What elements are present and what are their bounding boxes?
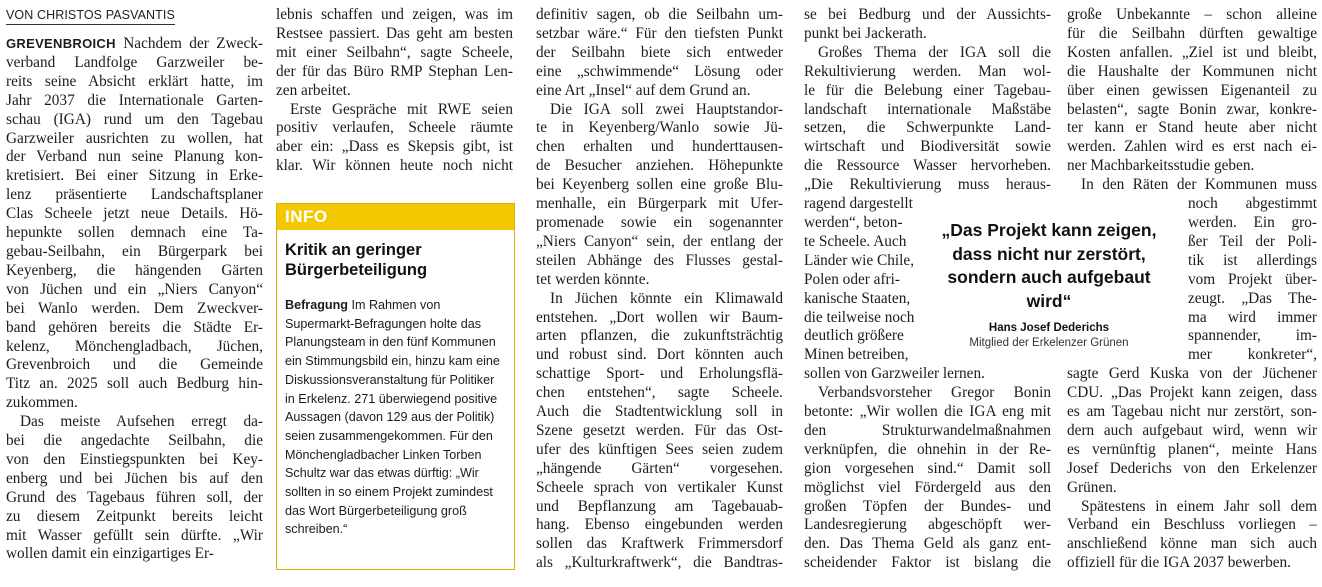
article-line: punkt bei Jackerath. — [804, 24, 927, 42]
quote-text: „Das Projekt kann zeigen, dass nicht nur zerstört, sondern auch aufgebaut wird“ — [941, 220, 1157, 311]
article-line: ter kann er Stand heute aber nicht — [1067, 119, 1317, 137]
article-line: chen entstehen“, sagte Scheele. — [536, 384, 783, 402]
article-line: lenz präsentierte Landschaftsplaner — [6, 186, 263, 204]
article-line: arten pflanzen, die zukunftsträchtig — [536, 327, 783, 345]
article-line: Auch die Stadtentwicklung soll in — [536, 403, 783, 421]
article-line: die Ressource Wasser hervorheben. — [804, 157, 1051, 175]
article-line: eine Art „Insel“ auf dem Grund an. — [536, 81, 751, 99]
article-column-3 — [536, 6, 783, 573]
article-line: In den Räten der Kommunen muss — [1081, 176, 1317, 194]
article-line: steilen Abhänge des Flusses gestal- — [536, 251, 783, 269]
article-line: anschließend könne man sich auch — [1067, 535, 1317, 553]
article-line: gion vorgesehen sind.“ Damit soll — [804, 459, 1051, 477]
article-line: Titz an. 2025 soll auch Bedburg hin- — [6, 375, 263, 393]
article-line: Das meiste Aufsehen erregt da- — [20, 413, 263, 431]
article-line: Szene gesetzt werden. Für das Ost- — [536, 421, 783, 439]
article-line: spannender, im- — [1188, 327, 1317, 345]
article-line: kretisiert. Bei einer Sitzung in Erke- — [6, 167, 263, 185]
article-line: große Unbekannte – schon alleine — [1067, 6, 1317, 23]
article-line: Keyenberg, die hängenden Gärten — [6, 261, 263, 279]
article-line: Josef Dederichs von den Erkelenzer — [1067, 459, 1317, 477]
article-line: te in Keyenberg/Wanlo sowie Jü- — [536, 119, 783, 137]
article-line: entstehen. „Dort wollen wir Baum- — [536, 308, 783, 326]
article-line: Rekultivierung werden. Man wol- — [804, 62, 1051, 80]
quote-author: Hans Josef Dederichs — [988, 322, 1110, 334]
article-line: „Niers Canyon“ sein, der entlang der — [536, 232, 783, 250]
article-line: Die IGA soll zwei Hauptstandor- — [550, 100, 783, 118]
article-line: von Jüchen und ein „Niers Canyon“ — [6, 280, 263, 298]
article-line: Clas Scheele jetzt neue Details. Hö- — [6, 205, 263, 223]
dateline: GREVENBROICH — [6, 36, 116, 51]
article-line: ßer Teil der Poli- — [1188, 232, 1317, 250]
article-line: te Scheele. Auch — [804, 232, 907, 250]
article-line: Verbandsvorsteher Gregor Bonin — [818, 384, 1051, 402]
article-line: schau (IGA) rund um den Tagebau — [6, 110, 263, 128]
article-line: kelenz, Mönchengladbach, Jüchen, — [6, 337, 263, 355]
article-line: noch abgestimmt — [1188, 195, 1317, 213]
article-line: aber ein: „Dass es Skepsis gibt, ist — [276, 138, 513, 156]
article-line: wirtschaft und Biodiversität sowie — [804, 138, 1051, 156]
article-line: schattige Sport- und Erholungsflä- — [536, 365, 783, 383]
quote-role: Mitglied der Erkelenzer Grünen — [969, 337, 1129, 349]
article-line: vom Projekt über- — [1188, 270, 1317, 288]
article-line: ragend dargestellt — [804, 195, 913, 213]
article-line: dern auch aufgebaut wird, wenn wir — [1067, 421, 1317, 439]
article-line: kanische Staaten, — [804, 289, 911, 307]
article-line: werden. Zahlen wird es erst nach ei- — [1067, 138, 1317, 156]
article-line: werden. Ein gro- — [1188, 213, 1317, 231]
article-line: mer konkreter“, — [1188, 346, 1317, 364]
article-line: es vernünftig planen“, meinte Hans — [1067, 440, 1317, 458]
article-line: eine „schwimmende“ Lösung oder — [536, 62, 783, 80]
article-line: klar. Wir können heute noch nicht — [276, 157, 513, 175]
article-line: lebnis schaffen und zeigen, was im — [276, 6, 513, 23]
article-line: über einen gewissen Eigenanteil zu — [1067, 81, 1317, 99]
article-line: se bei Bedburg und der Aussichts- — [804, 6, 1051, 23]
article-line: Garzweiler ausrichten zu wollen, hat — [6, 129, 263, 147]
article-line: belasten“, sagte Bonin zwar, konkre- — [1067, 100, 1317, 118]
article-line: menhalle, ein Bürgerpark mit Ufer- — [536, 195, 783, 213]
article-line: landschaft internationale Maßstäbe — [804, 100, 1051, 118]
article-line: mit Wasser gefüllt sein dürfte. „Wir — [6, 526, 263, 544]
article-line: Restsee passiert. Das geht am besten — [276, 24, 513, 42]
article-line: der Seilbahn biete sich entweder — [536, 43, 783, 61]
article-line: die Haushalte der Kommunen nicht — [1067, 62, 1317, 80]
article-line: hang. Ebenso eingebunden werden — [536, 516, 783, 534]
article-line: CDU. „Das Projekt kann zeigen, dass — [1067, 384, 1317, 402]
article-line: als „Kulturkraftwerk“, die Bandtras- — [536, 554, 783, 572]
article-line: mit einer Seilbahn“, sagte Scheele, — [276, 43, 513, 61]
article-column-5 — [1067, 6, 1317, 573]
article-line: setzen, die Schwerpunkte Land- — [804, 119, 1051, 137]
article-line: Grund des Tagebaus führen soll, der — [6, 488, 263, 506]
article-line: verband Landfolge Garzweiler be- — [6, 53, 263, 71]
article-line: bei Keyenberg sollen eine große Blu- — [536, 176, 783, 194]
info-title: Kritik an geringer Bürgerbeteiligung — [285, 241, 428, 279]
article-line: und robust sind. Dort könnten auch — [536, 346, 783, 364]
article-line: sagte Gerd Kuska von der Jüchener — [1067, 365, 1317, 383]
article-line: den Strukturwandelmaßnahmen — [804, 421, 1051, 439]
article-line: sollen das Kraftwerk Frimmersdorf — [536, 535, 783, 553]
info-label: INFO — [277, 204, 514, 230]
article-line: sollen von Garzweiler lernen. — [804, 365, 985, 383]
byline: VON CHRISTOS PASVANTIS — [6, 8, 175, 25]
article-line: zu diesem Zeitpunkt bereits leicht — [6, 507, 263, 525]
article-line: Großes Thema der IGA soll die — [818, 43, 1051, 61]
article-line: Spätestens in einem Jahr soll dem — [1081, 497, 1317, 515]
article-line: verknüpfen, die ohnehin in der Re- — [804, 440, 1051, 458]
article-line: wollen damit ein einzigartiges Er- — [6, 545, 214, 563]
article-line: es am Tagebau nicht nur zerstört, son- — [1067, 403, 1317, 421]
article-line: von den Einstiegspunkten bei Key- — [6, 450, 263, 468]
article-line: Minen betreiben, — [804, 346, 909, 364]
article-line: tik ist allerdings — [1188, 251, 1317, 269]
article-line: deutlich größere — [804, 327, 904, 345]
article-text — [6, 54, 263, 564]
article-line: ufer des künftigen Sees seien zudem — [536, 440, 783, 458]
info-body: Befragung Im Rahmen von Supermarkt-Befragungen holte das Planungsteam in den fünf Kommunen ein Stimmungsbild ein, hinzu kam eine Diskussionsveranstaltung für Politiker in Erkelenz. 271 überwiegend positive Aussagen (davon 129 aus der Politik) seien zusammengekommen. Für den Mönchengladbacher Linken Torben Schultz war das etwas dürftig: „Wir sollten in so einem Projekt zumindest das Wort Bürgerbeteiligung groß schreiben.“ — [285, 298, 500, 537]
article-column-1 — [6, 6, 263, 564]
article-line: und Bepflanzung am Tagebauab- — [536, 497, 783, 515]
article-line: promenade sowie ein sogenannter — [536, 213, 783, 231]
article-line: Scheele sprach von vertikaler Kunst — [536, 478, 783, 496]
info-box — [276, 203, 515, 570]
article-line: werden“, beton- — [804, 213, 903, 231]
article-line: chen erhalten und hunderttausen- — [536, 138, 783, 156]
article-line: Polen oder afri- — [804, 270, 900, 288]
article-column-2 — [276, 6, 513, 176]
article-line: der für das Büro RMP Stephan Len- — [276, 62, 513, 80]
article-line: zeugt. „Das The- — [1188, 289, 1317, 307]
article-line: zen arbeitet. — [276, 81, 351, 99]
article-line: setzbar wäre.“ Für den tiefsten Punkt — [536, 24, 783, 42]
article-line: Grünen. — [1067, 478, 1117, 496]
article-line: le für die Belebung einer Tagebau- — [804, 81, 1051, 99]
article-line: offiziell für die IGA 2037 bewerben. — [1067, 554, 1292, 572]
article-line: ner Machbarkeitsstudie geben. — [1067, 157, 1255, 175]
info-lead: Befragung — [285, 298, 348, 312]
article-line: Verband ein Beschluss vorliegen – — [1067, 516, 1317, 534]
article-line: „hängende Gärten“ vorgesehen. — [536, 459, 783, 477]
article-line: den. Das Thema Geld als ganz ent- — [804, 535, 1051, 553]
article-line: band gehören bereits die Städte Er- — [6, 318, 263, 336]
article-line: tet werden könnte. — [536, 270, 650, 288]
article-line: reits seine Absicht erklärt hatte, im — [6, 72, 263, 90]
article-line: hepunkte sollen demnach eine Ta- — [6, 224, 263, 242]
article-line: gebau-Seilbahn, ein Bürgerpark bei — [6, 242, 263, 260]
article-line: definitiv sagen, ob die Seilbahn um- — [536, 6, 783, 23]
article-line: der Verband nun seine Planung kon- — [6, 148, 263, 166]
article-line: großen Töpfen der Bundes- und — [804, 497, 1051, 515]
article-line: „Die Rekultivierung muss heraus- — [804, 176, 1051, 194]
article-line: enberg und bei Jüchen bis auf den — [6, 469, 263, 487]
article-line: Länder wie Chile, — [804, 251, 915, 269]
article-line: GREVENBROICH Nachdem der Zweck- — [6, 35, 263, 52]
article-line: scheidender Faktor ist bislang die — [804, 554, 1051, 572]
article-line: für die Seilbahn dürften gewaltige — [1067, 24, 1317, 42]
article-line: betonte: „Wir wollen die IGA eng mit — [804, 403, 1051, 421]
article-line: die teilweise noch — [804, 308, 915, 326]
article-line: ma wird immer — [1188, 308, 1317, 326]
article-line: positiv verlaufen, Scheele räumte — [276, 119, 513, 137]
article-line: Kosten anfallen. „Ziel ist und bleibt, — [1067, 43, 1317, 61]
article-line: bei die angedachte Seilbahn, die — [6, 432, 263, 450]
article-line: In Jüchen könnte ein Klimawald — [550, 289, 783, 307]
article-line: Erste Gespräche mit RWE seien — [290, 100, 513, 118]
article-line: Landesregierung abgeschöpft wer- — [804, 516, 1051, 534]
article-line: bei Wanlo werden. Dem Zweckver- — [6, 299, 263, 317]
article-line: de Besucher anziehen. Höhepunkte — [536, 157, 783, 175]
article-line: möglichst viel Fördergeld aus den — [804, 478, 1051, 496]
article-line: zukommen. — [6, 394, 78, 412]
article-line: Jahr 2037 die Internationale Garten- — [6, 91, 263, 109]
article-line: Grevenbroich und die Gemeinde — [6, 356, 263, 374]
